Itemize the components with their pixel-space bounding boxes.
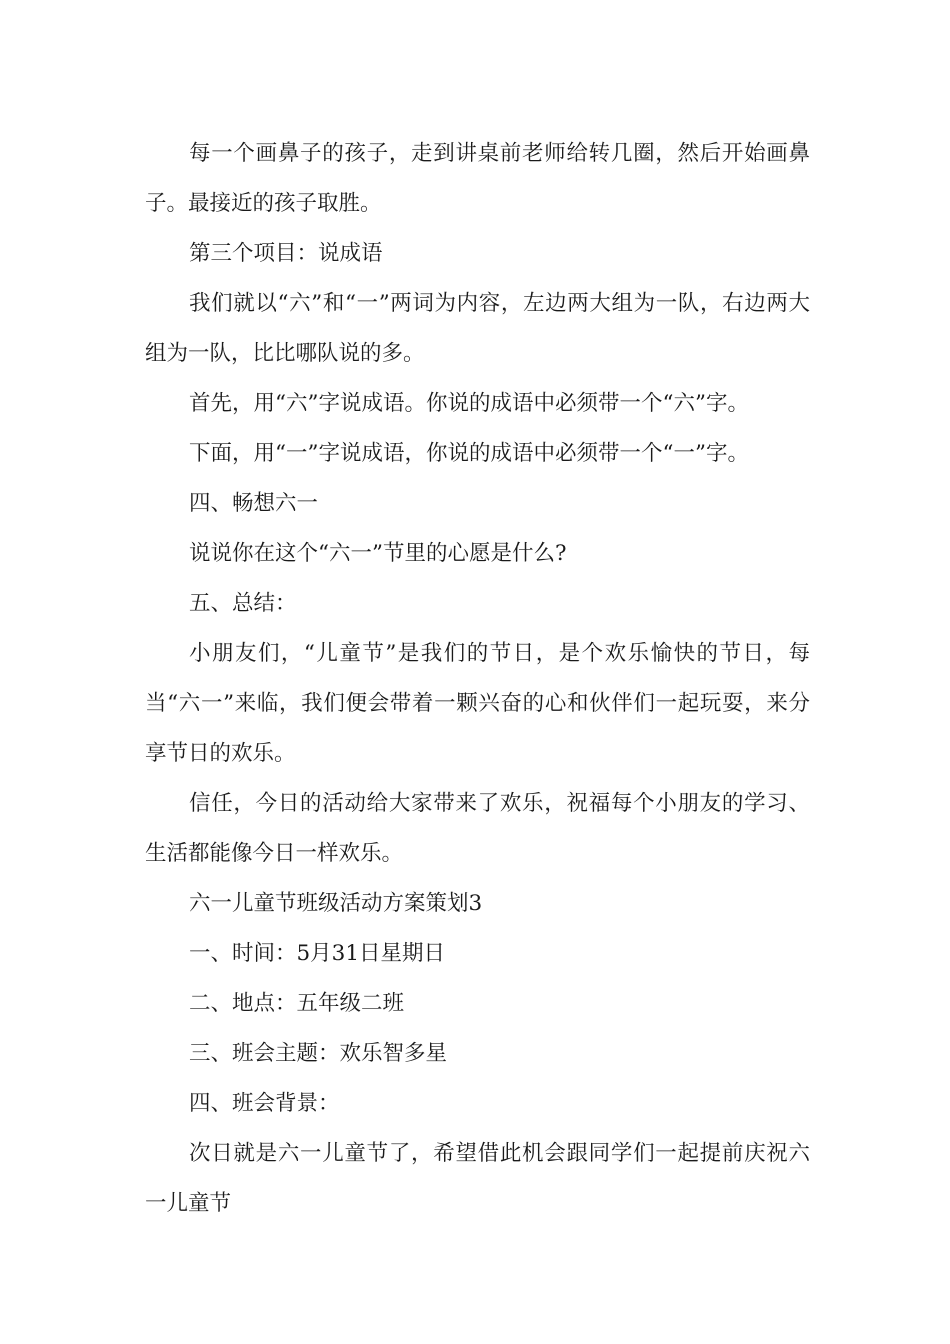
paragraph-4: 首先，用“六”字说成语。你说的成语中必须带一个“六”字。 <box>189 391 749 416</box>
paragraph-8: 五、总结： <box>189 591 297 616</box>
paragraph-12: 一、时间：5月31日星期日 <box>189 941 446 966</box>
paragraph-16: 次日就是六一儿童节了，希望借此机会跟同学们一起提前庆祝六一儿童节 <box>145 1141 810 1216</box>
paragraph-3: 我们就以“六”和“一”两词为内容，左边两大组为一队，右边两大组为一队，比比哪队说的多。 <box>145 291 810 366</box>
paragraph-9: 小朋友们，“儿童节”是我们的节日，是个欢乐愉快的节日，每当“六一”来临，我们便会带着一颗兴奋的心和伙伴们一起玩耍，来分享节日的欢乐。 <box>145 641 810 766</box>
paragraph-15: 四、班会背景： <box>189 1091 340 1116</box>
paragraph-13: 二、地点：五年级二班 <box>189 991 405 1016</box>
paragraph-5: 下面，用“一”字说成语，你说的成语中必须带一个“一”字。 <box>189 441 749 466</box>
document-body <box>145 129 810 1229</box>
paragraph-10: 信任，今日的活动给大家带来了欢乐，祝福每个小朋友的学习、生活都能像今日一样欢乐。 <box>145 791 810 866</box>
paragraph-7: 说说你在这个“六一”节里的心愿是什么? <box>189 541 567 566</box>
paragraph-11: 六一儿童节班级活动方案策划3 <box>189 891 483 916</box>
paragraph-14: 三、班会主题：欢乐智多星 <box>189 1041 448 1066</box>
paragraph-1: 每一个画鼻子的孩子，走到讲桌前老师给转几圈，然后开始画鼻子。最接近的孩子取胜。 <box>145 141 810 216</box>
paragraph-2: 第三个项目：说成语 <box>189 241 383 266</box>
paragraph-6: 四、畅想六一 <box>189 491 319 516</box>
